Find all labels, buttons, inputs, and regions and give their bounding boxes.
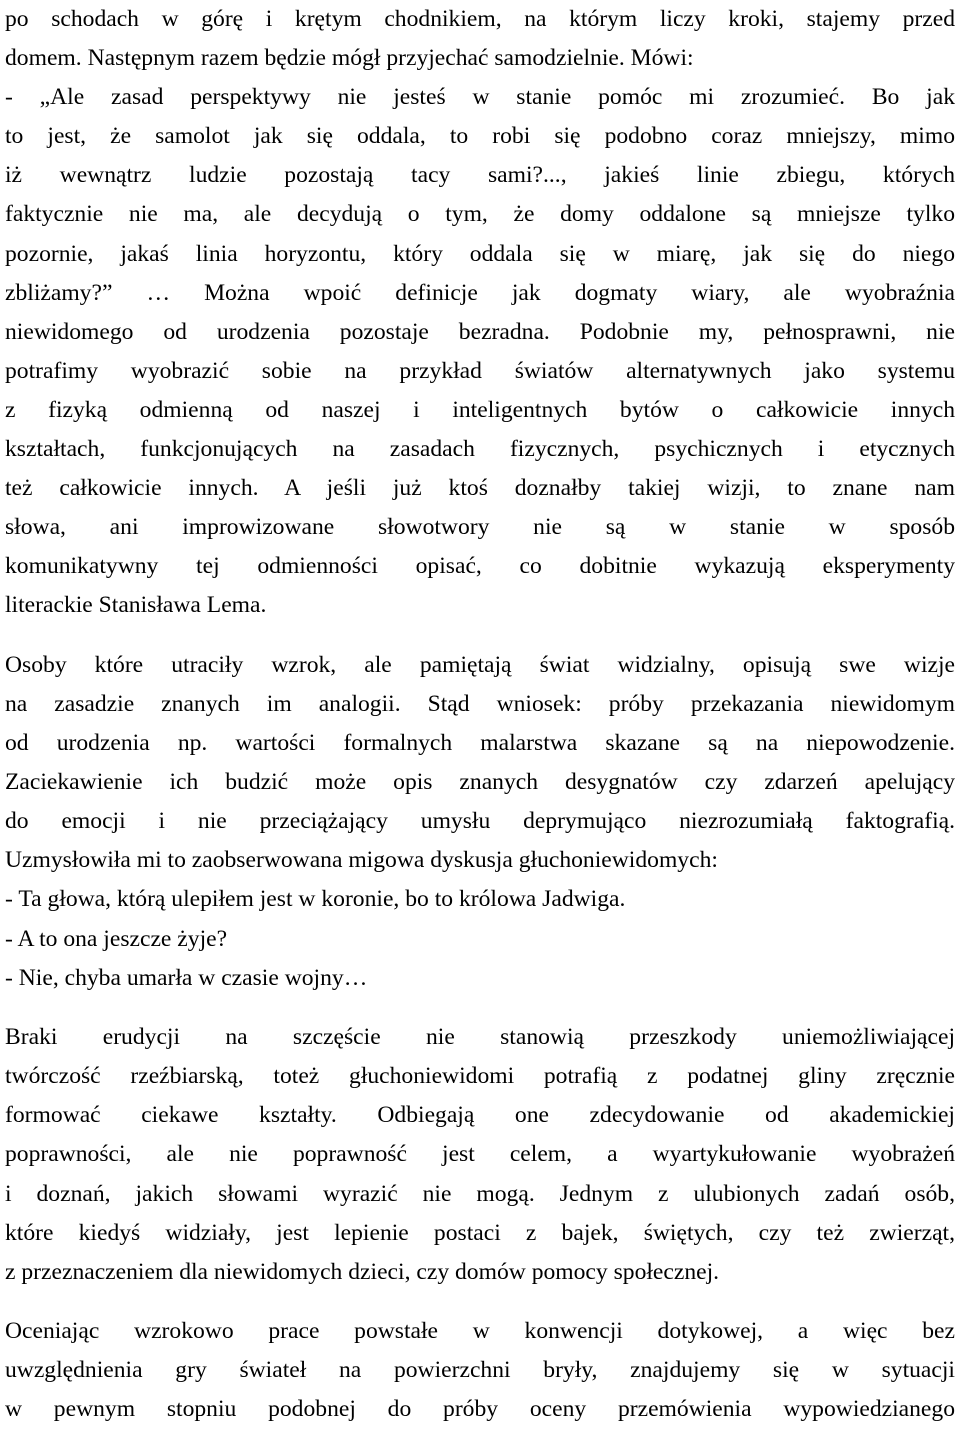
text-line: w pewnym stopniu podobnej do próby oceny przemówienia wypowiedzianego [5,1396,955,1423]
text-line: komunikatywny tej odmienności opisać, co dobitnie wykazują eksperymenty [5,553,955,580]
paragraph-spacer [5,1292,955,1312]
text-line: na zasadzie znanych im analogii. Stąd wniosek: próby przekazania niewidomym [5,690,955,717]
text-line: iż wewnątrz ludzie pozostają tacy sami?..., jakieś linie zbiegu, których [5,162,955,189]
paragraph-spacer [5,998,955,1018]
body-paragraph [5,1018,955,1292]
text-line: Zaciekawienie ich budzić może opis znanych desygnatów czy zdarzeń apelujący [5,769,955,796]
text-line: - Nie, chyba umarła w czasie wojny… [5,964,368,991]
text-line: literackie Stanisława Lema. [5,592,267,619]
text-line: poprawności, ale nie poprawność jest celem, a wyartykułowanie wyobrażeń [5,1141,955,1168]
text-line: Oceniając wzrokowo prace powstałe w konwencji dotykowej, a więc bez [5,1318,955,1345]
text-line: - „Ale zasad perspektywy nie jesteś w stanie pomóc mi zrozumieć. Bo jak [5,84,955,111]
text-line: które kiedyś widziały, jest lepienie postaci z bajek, świętych, czy też zwierząt, [5,1219,955,1246]
text-line: słowa, ani improwizowane słowotwory nie są w stanie w sposób [5,514,955,541]
text-line: od urodzenia np. wartości formalnych malarstwa skazane są na niepowodzenie. [5,730,955,757]
text-line: też całkowicie innych. A jeśli już ktoś doznałby takiej wizji, to znane nam [5,475,955,502]
text-line: Braki erudycji na szczęście nie stanowią przeszkody uniemożliwiającej [5,1024,955,1051]
text-line: potrafimy wyobrazić sobie na przykład światów alternatywnych jako systemu [5,357,955,384]
text-line: zbliżamy?” … Można wpoić definicje jak dogmaty wiary, ale wyobraźnia [5,279,955,306]
body-paragraph [5,646,955,998]
text-line: do emocji i nie przeciążający umysłu deprymująco niezrozumiałą faktografią. [5,808,955,835]
text-line: z fizyką odmienną od naszej i inteligentnych bytów o całkowicie innych [5,396,955,423]
paragraph-spacer [5,626,955,646]
document-page [5,0,955,1429]
text-line: - A to ona jeszcze żyje? [5,925,228,952]
body-paragraph [5,1312,955,1429]
text-line: niewidomego od urodzenia pozostaje bezradna. Podobnie my, pełnosprawni, nie [5,318,955,345]
text-line: formować ciekawe kształty. Odbiegają one zdecydowanie od akademickiej [5,1102,955,1129]
text-line: Uzmysłowiła mi to zaobserwowana migowa dyskusja głuchoniewidomych: [5,847,718,874]
text-line: uwzględnienia gry świateł na powierzchni bryły, znajdujemy się w sytuacji [5,1357,955,1384]
text-line: domem. Następnym razem będzie mógł przyjechać samodzielnie. Mówi: [5,45,694,72]
text-line: twórczość rzeźbiarską, toteż głuchoniewidomi potrafią z podatnej gliny zręcznie [5,1063,955,1090]
text-line: kształtach, funkcjonujących na zasadach fizycznych, psychicznych i etycznych [5,436,955,463]
text-line: z przeznaczeniem dla niewidomych dzieci, czy domów pomocy społecznej. [5,1258,720,1285]
text-line: faktycznie nie ma, ale decydują o tym, że domy oddalone są mniejsze tylko [5,201,955,228]
text-line: - Ta głowa, którą ulepiłem jest w koronie, bo to królowa Jadwiga. [5,886,626,913]
text-line: i doznań, jakich słowami wyrazić nie mogą. Jednym z ulubionych zadań osób, [5,1180,955,1207]
body-paragraph [5,0,955,626]
text-line: Osoby które utraciły wzrok, ale pamiętają świat widzialny, opisują swe wizje [5,651,955,678]
text-line: po schodach w górę i krętym chodnikiem, na którym liczy kroki, stajemy przed [5,6,955,32]
text-line: pozornie, jakaś linia horyzontu, który oddala się w miarę, jak się do niego [5,240,955,267]
text-line: to jest, że samolot jak się oddala, to robi się podobno coraz mniejszy, mimo [5,123,955,150]
